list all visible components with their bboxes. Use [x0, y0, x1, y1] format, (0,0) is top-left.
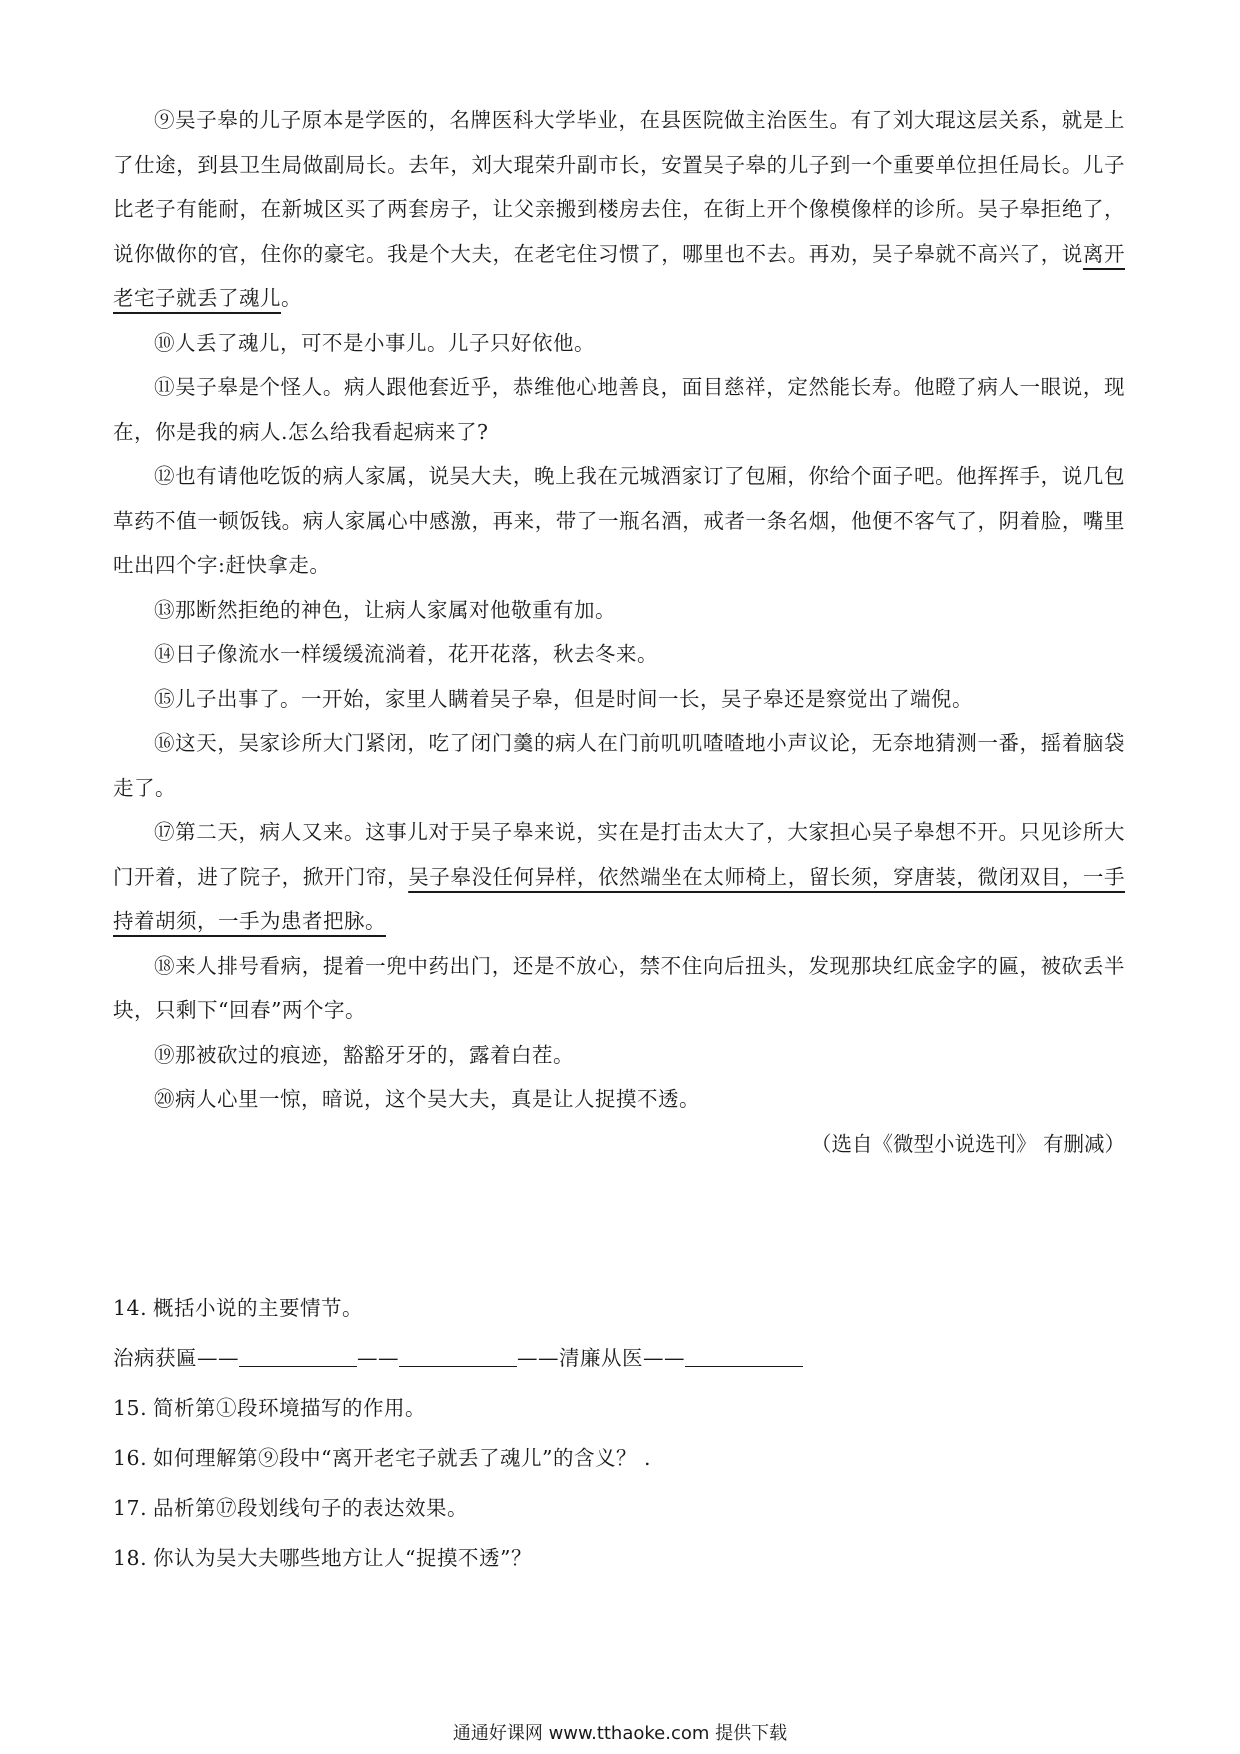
- paragraph-16: ⑯这天，吴家诊所大门紧闭，吃了闭门羹的病人在门前叽叽喳喳地小声议论，无奈地猜测一番，摇着脑袋走了。: [113, 731, 1125, 800]
- paragraph-10: ⑩人丢了魂儿，可不是小事儿。儿子只好依他。: [154, 330, 595, 355]
- question-18: [113, 1533, 1125, 1583]
- question-16-number: 16.: [113, 1446, 148, 1470]
- paragraph-20: ⑳病人心里一惊，暗说，这个吴大夫，真是让人捉摸不透。: [154, 1087, 700, 1111]
- paragraph-13: ⑬那断然拒绝的神色，让病人家属对他敬重有加。: [154, 597, 616, 622]
- question-15-number: 15.: [113, 1396, 148, 1420]
- question-16-text: 如何理解第⑨段中“离开老宅子就丢了魂儿”的含义？ .: [153, 1446, 651, 1470]
- paragraph-17-text: ⑰第二天，病人又来。这事儿对于吴子皋来说，实在是打击太大了，大家担心吴子皋想不开。只见诊所大门开着，进了院子，掀开门帘，: [113, 820, 1125, 889]
- page-footer[interactable]: 通通好课网 www.tthaoke.com 提供下载: [452, 1723, 788, 1744]
- paragraph-17-underlined: 吴子皋没任何异样，依然端坐在太师椅上，留长须，穿唐装，微闭双目，一手持着胡须，一手为患者把脉。: [113, 864, 1126, 933]
- question-16: [113, 1433, 1125, 1483]
- paragraph-9: [113, 98, 1125, 321]
- question-14-number: 14.: [113, 1296, 148, 1320]
- answer-blank-2[interactable]: [399, 1344, 517, 1367]
- answer-blank-3[interactable]: [685, 1344, 803, 1367]
- question-14-plot-line: [113, 1333, 1125, 1383]
- question-15-text: 简析第①段环境描写的作用。: [153, 1396, 426, 1420]
- paragraph-18: ⑱来人排号看病，提着一兜中药出门，还是不放心，禁不住向后扭头，发现那块红底金字的匾，被砍丢半块，只剩下“回春”两个字。: [113, 953, 1125, 1022]
- plot-middle: ——清廉从医——: [517, 1346, 685, 1370]
- question-17-text: 品析第⑰段划线句子的表达效果。: [153, 1496, 468, 1520]
- question-15: [113, 1383, 1125, 1433]
- paragraph-11: ⑪吴子皋是个怪人。病人跟他套近乎，恭维他心地善良，面目慈祥，定然能长寿。他瞪了病人一眼说，现在，你是我的病人.怎么给我看起病来了?: [113, 375, 1125, 444]
- story-text: [113, 98, 1125, 1166]
- plot-start: 治病获匾——: [113, 1346, 239, 1370]
- question-17: [113, 1483, 1125, 1533]
- paragraph-17: [113, 810, 1125, 944]
- paragraph-9-end: 。: [281, 286, 302, 310]
- plot-separator: ——: [357, 1346, 399, 1370]
- paragraph-19: ⑲那被砍过的痕迹，豁豁牙牙的，露着白茬。: [154, 1042, 574, 1067]
- question-17-number: 17.: [113, 1496, 148, 1520]
- paragraph-9-underlined: 离开老宅子就丢了魂儿: [113, 241, 1126, 310]
- question-18-number: 18.: [113, 1546, 148, 1570]
- paragraph-9-text: ⑨吴子皋的儿子原本是学医的，名牌医科大学毕业，在县医院做主治医生。有了刘大琨这层关系，就是上了仕途，到县卫生局做副局长。去年，刘大琨荣升副市长，安置吴子皋的儿子到一个重要单位担任局长。儿子比老子有能耐，在新城区买了两套房子，让父亲搬到楼房去住，在街上开个像模像样的诊所。吴子皋拒绝了，说你做你的官，住你的豪宅。我是个大夫，在老宅住习惯了，哪里也不去。再劝，吴子皋就不高兴了，说: [113, 108, 1125, 266]
- question-14-text: 概括小说的主要情节。: [153, 1296, 363, 1320]
- answer-blank-1[interactable]: [239, 1344, 357, 1367]
- question-14: [113, 1283, 1125, 1333]
- paragraph-12: ⑫也有请他吃饭的病人家属，说吴大夫，晚上我在元城酒家订了包厢，你给个面子吧。他挥挥手，说几包草药不值一顿饭钱。病人家属心中感激，再来，带了一瓶名酒，戒者一条名烟，他便不客气了，阴着脸，嘴里吐出四个字:赶快拿走。: [113, 464, 1125, 577]
- question-list: [113, 1283, 1125, 1583]
- paragraph-14: ⑭日子像流水一样缓缓流淌着，花开花落，秋去冬来。: [154, 642, 658, 666]
- paragraph-15: ⑮儿子出事了。一开始，家里人瞒着吴子皋，但是时间一长，吴子皋还是察觉出了端倪。: [154, 686, 973, 711]
- question-18-text: 你认为吴大夫哪些地方让人“捉摸不透”？: [153, 1546, 532, 1570]
- source-citation: （选自《微型小说选刊》 有删减）: [810, 1131, 1125, 1156]
